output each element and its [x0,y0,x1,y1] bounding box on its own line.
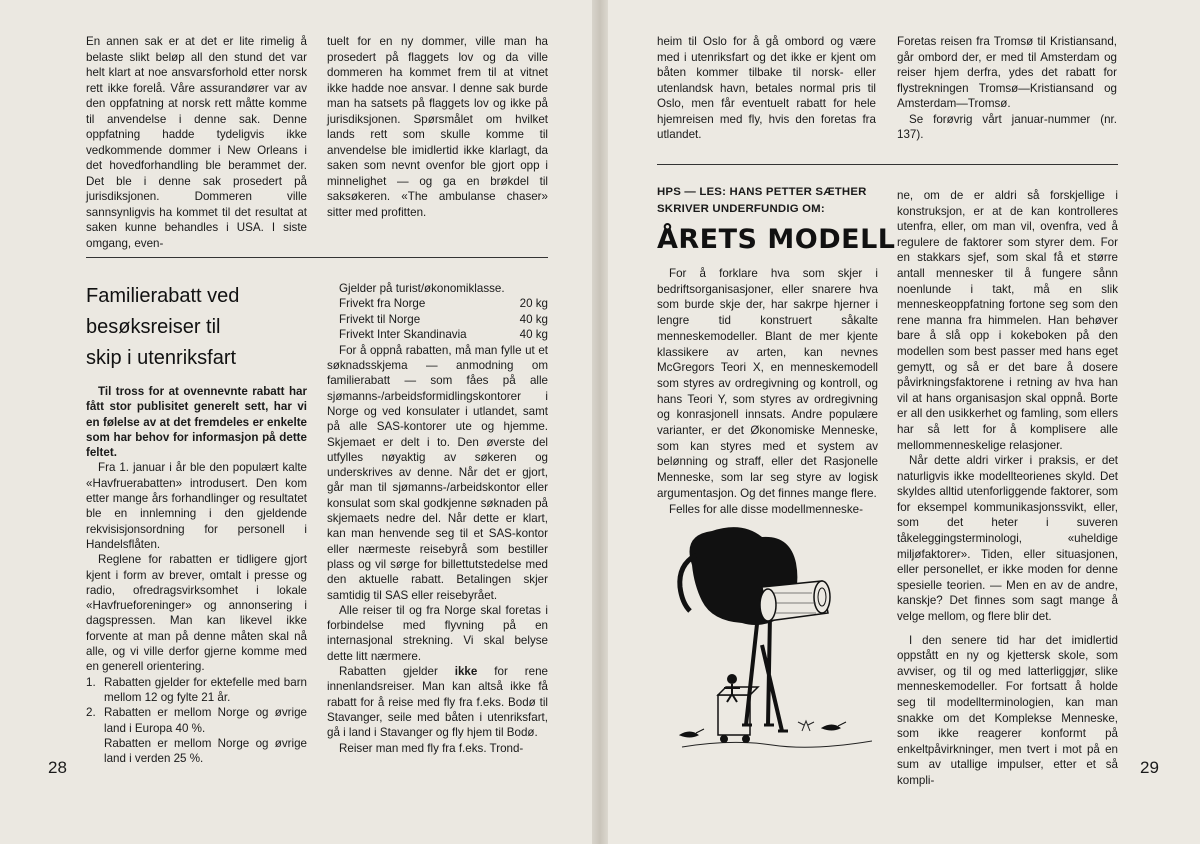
left-top-column-1 [86,34,307,251]
free-weight-table [327,296,548,343]
right-body-column-2 [897,188,1118,789]
paragraph: For å forklare hva som skjer i bedriftsorganisasjoner, eller snarere hva som burde skje der, har sakrpe hjerner i lengre tid konstruert såkalte menneskemodeller. Blant de mer kjente klassikere av arten, kan nevnes McGregors Teori X, en menneskemodell som styres av ordregivning og kontroll, og hans Teori Y, som styres av ordregivning og konrasjonell innsats. Andre populære varianter, er det Økonomiske Menneske, som kan styres med et system av belønning og straff, eller det Rasjonelle Menneske, som lar seg styre av logisk argumentasjon. Og det finnes mange flere. [657,267,878,500]
article-lead: Til tross for at ovennevnte rabatt har fått stor publisitet generelt sett, har vi en følelse av at det fremdeles er enkelte som har behov for informasjon på dette feltet. [86,385,307,460]
list-item: Rabatten er mellom Norge og øvrige land i verden 25 %. [104,736,307,766]
paragraph: Gjelder på turist/økonomiklasse. [339,282,505,295]
page-number: 28 [48,758,67,777]
article-title: Familierabatt ved besøksreiser til skip i utenriksfart [86,285,240,369]
paragraph: Felles for alle disse modellmenneske- [669,502,863,516]
right-body-column-1 [657,266,878,517]
cartoon-illustration [672,525,872,765]
paragraph: Foretas reisen fra Tromsø til Kristiansand, går ombord der, er med til Amsterdam og reiser hjem derfra, ydes det rabatt for flystrekningen Tromsø—Kristiansand og Amsterdam—Tromsø. [897,35,1117,110]
list-item: 2. Rabatten er mellom Norge og øvrige land i Europa 40 %. [86,706,307,735]
article-kicker: HPS — LES: HANS PETTER SÆTHER SKRIVER UNDERFUNDIG OM: [657,186,867,215]
page-gutter [592,0,608,844]
article-title: ÅRETS MODELL [657,224,896,255]
right-page [600,0,1200,844]
list-item: 1. Rabatten gjelder for ektefelle med barn mellom 12 og fylte 21 år. [86,675,307,704]
paragraph: For å oppnå rabatten, må man fylle ut et søknadsskjema — anmodning om familierabatt — som fåes på alle sjømanns-/arbeidsformidlingskontorer i Norge og ved konsulater i utlandet, samt på alle SAS-kontorer ute og hjemme. Skjemaet er delt i to. Den øverste del utfylles nøyaktig av søkeren og underskrives av denne. Når det er gjort, går man til sjømanns-/arbeidskontor eller konsulat som skal godkjenne søknaden på skjemaets nedre del. Når dette er klart, kan man henvende seg til et SAS-kontor eller nærmeste reisebyrå som bestiller plass og vil sørge for billettutstedelse med den aktuelle rabatt. Betalingen skjer samtidig til SAS eller reisebyrået. [327,343,548,602]
table-row: Frivekt fra Norge 20 kg [339,297,548,311]
table-row: Frivekt Inter Skandinavia 40 kg [339,328,548,342]
page-number: 29 [1140,758,1159,777]
paragraph: ne, om de er aldri så forskjellige i konstruksjon, er at de kan kontrolleres utenfra, eller, om man vil, ovenfra, ved å regulere de faktorer som styrer dem. For en stakkars sjef, som skal få et større antall mennesker til å fungere sånn noenlunde i takt, må en slik menneskeoppfatning fortone seg som den rene manna fra himmelen. Han behøver bare å slå opp i kokeboken på den modellen som best passer med hans eget gemytt, og så er det bare å dosere påvirkningsfaktorene i retning av hva han vil at hans organisasjon skal oppnå. Borte er all den usikkerhet og famling, som ellers har så lett for å komplisere alle mellommenneskelige relasjoner. [897,189,1118,452]
paragraph: Se forøvrig vårt januar-nummer (nr. 137). [897,112,1117,141]
paragraph: heim til Oslo for å gå ombord og være med i utenriksfart og det ikke er kjent om båten kommer tilbake til norsk- eller utenlandsk havn, betales normal pris til Oslo, men får eventuelt rabatt for hele hjemreisen med fly, hvis den foretas fra utlandet. [657,35,876,141]
right-top-column-1 [657,34,876,143]
section-divider [657,164,1118,165]
paragraph: Alle reiser til og fra Norge skal foretas i forbindelse med flyvning på en internasjonal strekning. Vi skal belyse dette litt nærmere. [327,603,548,663]
paragraph: Rabatten gjelder ikke for rene innenlandsreiser. Man kan altså ikke få rabatt for å reise med fly fra f.eks. Bodø til Stavanger, seile med båten i utenriksfart, gå i land i Stavanger og fly hjem til Bodø. [327,665,548,740]
table-row: Frivekt til Norge 40 kg [339,312,548,326]
paragraph: En annen sak er at det er lite rimelig å belaste slikt beløp all den stund det var helt klart at noe ansvarsforhold etter norsk rett ikke forelå. Våre assurandører var av den oppfatning at norsk rett måtte komme til anvendelse i denne sak. Denne oppfatning hadde tydeligvis ikke vedkommende dommer i New Orleans i det hovedforhandling ble berammet der. Det ble i denne sak prosedert på jurisdiksjonen. Dommeren ville sannsynligvis ha kommet til det resultat at saken kunne behandles i USA. I siste omgang, even- [86,35,307,250]
discount-list [86,675,307,767]
paragraph: Fra 1. januar i år ble den populært kalte «Havfruerabatten» introdusert. Den kom etter mange års forhandlinger og resultatet ble en innlemning i den gjeldende rekvisisjonsordning for personell i Handelsflåten. [86,461,307,551]
paragraph: Når dette aldri virker i praksis, er det naturligvis ikke modellteorienes skyld. Det skyldes alltid utenforliggende faktorer, som for eksempel kommunikasjonssvikt, eller, som det heter i suveren tåkeleggingsterminologi, «uheldige miljøfaktorer». Tiden, eller situasjonen, eller personellet, er ikke moden for denne spesielle teorien. — Men en av de andre, kanskje? Det finnes som sagt mange å velge mellom, og flere blir det. [897,454,1118,624]
section-divider [86,257,548,258]
left-top-column-2 [327,34,548,220]
paragraph: Reglene for rabatten er tidligere gjort kjent i form av brever, omtalt i presse og radio, ofredragsvirksomhet i lokale «Havfrueforeninger» og annonsering i dagspressen. Man kan likevel ikke forvente at man på denne måten skal nå alle, og vi ville derfor gjerne komme med en generell orientering. [86,553,307,674]
paragraph: Reiser man med fly fra f.eks. Trond- [339,741,524,755]
left-body-column-1 [86,384,307,766]
paragraph: tuelt for en ny dommer, ville man ha prosedert på flaggets lov og da ville dommeren ha kommet frem til at vitnet ikke hadde noe ansvar. I denne sak burde man ha satsets på flaggets lov og ikke på jurisdiksjonen. Spørsmålet om hvilket lands rett som skulle komme til anvendelse ble imidlertid ikke klarlagt, da saken som nevnt ovenfor ble gjort opp i minnelighet — og ga en brøkdel til saksøkeren. «The ambulanse chaser» sitter med profitten. [327,35,548,219]
paragraph: I den senere tid har det imidlertid oppstått en ny og kjettersk skole, som avviser, og til og med latterliggjør, slike menneskemodeller. For fortsatt å holde seg til modellterminologien, kan man snakke om det Komplekse Menneske, som ikke reagerer konformt på enkeltpåvirkninger, men tvert i mot på en sum av utallige impulser, etter et så kompli- [897,633,1118,787]
right-top-column-2 [897,34,1117,143]
left-body-column-2 [327,281,548,756]
